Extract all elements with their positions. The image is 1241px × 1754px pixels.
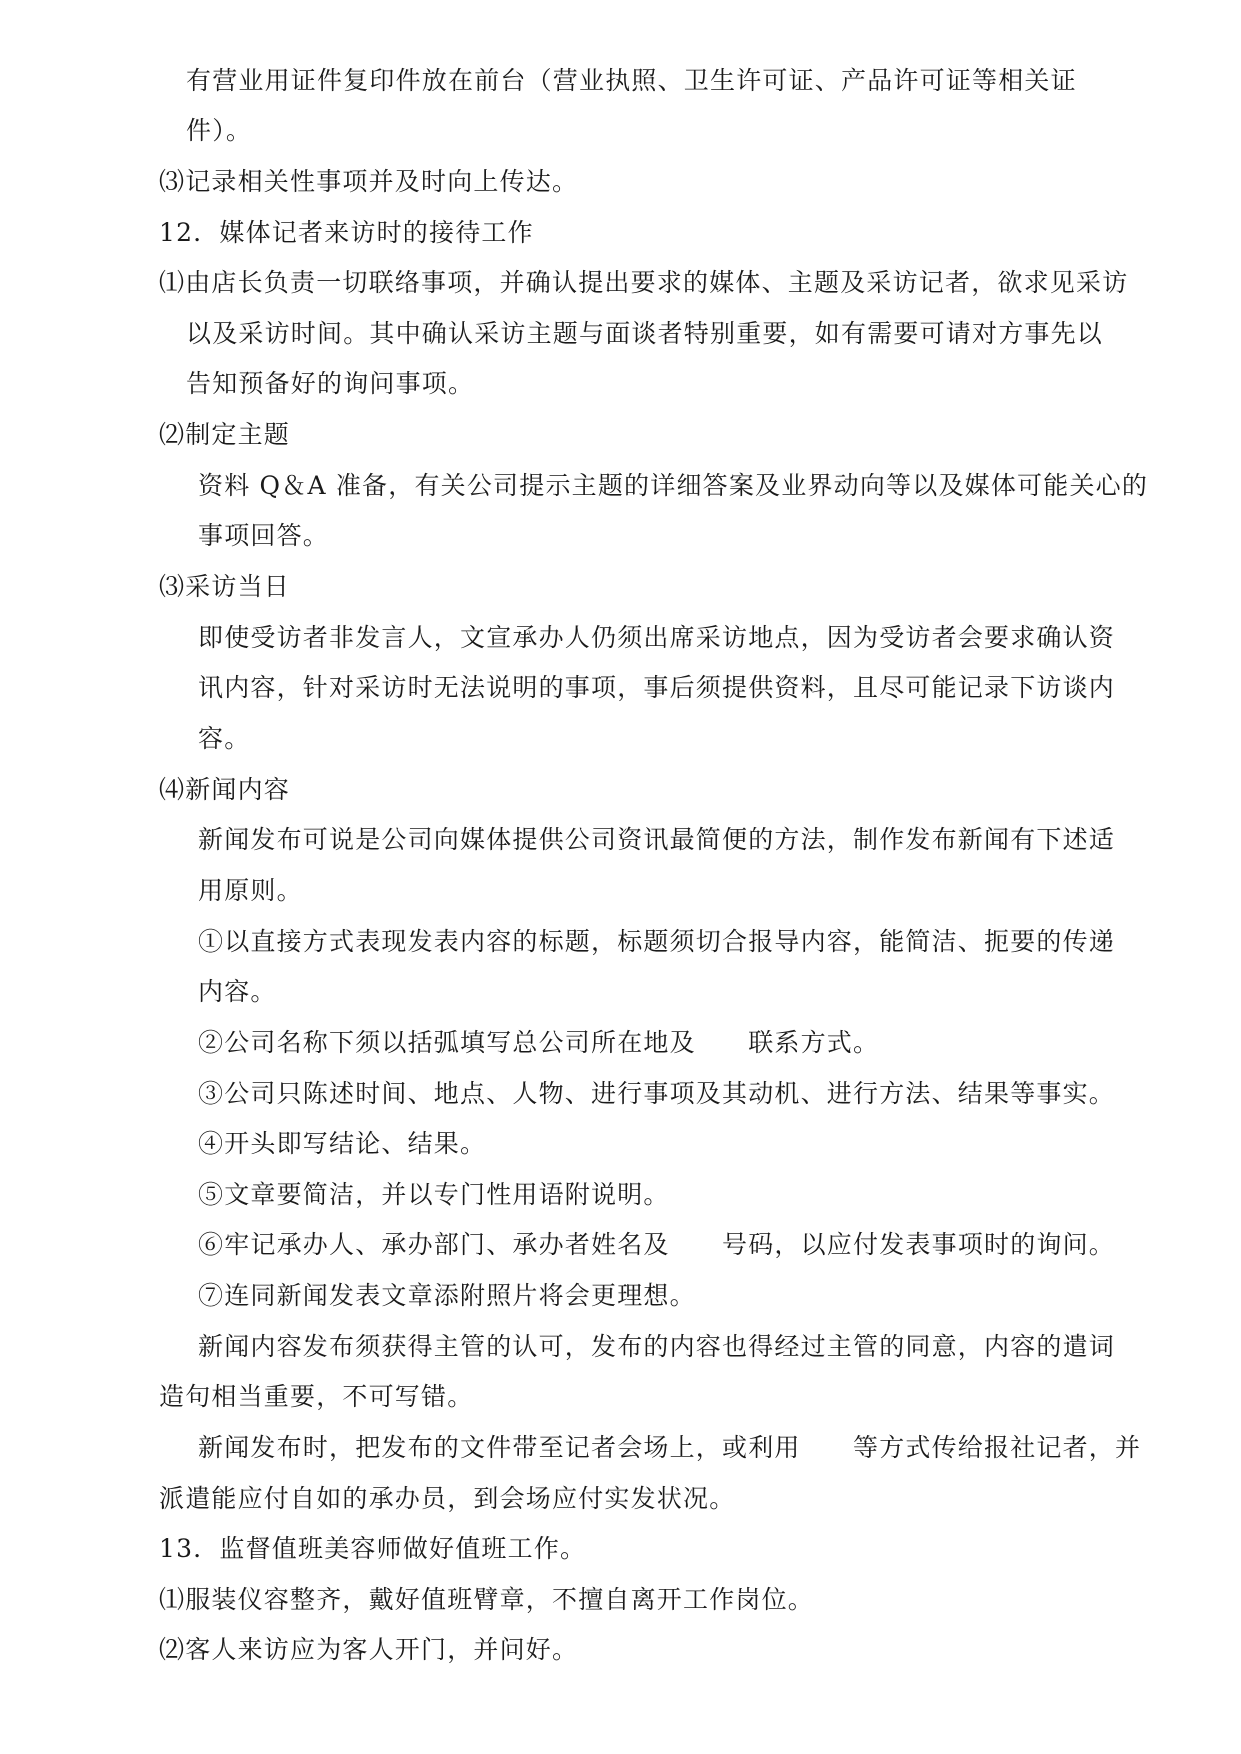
list-item: ①以直接方式表现发表内容的标题，标题须切合报导内容，能简洁、扼要的传递 (198, 927, 1116, 956)
text-line: 讯内容，针对采访时无法说明的事项，事后须提供资料，且尽可能记录下访谈内 (198, 673, 1116, 702)
section-heading: 12．媒体记者来访时的接待工作 (159, 218, 534, 247)
text-line: 以及采访时间。其中确认采访主题与面谈者特别重要，如有需要可请对方事先以 (186, 319, 1104, 348)
text-line: 派遣能应付自如的承办员，到会场应付实发状况。 (159, 1484, 736, 1513)
text-line: ⑴服装仪容整齐，戴好值班臂章，不擅自离开工作岗位。 (159, 1585, 815, 1614)
section-heading: 13．监督值班美容师做好值班工作。 (159, 1534, 587, 1563)
list-item: ⑥牢记承办人、承办部门、承办者姓名及 号码，以应付发表事项时的询问。 (198, 1230, 1116, 1259)
text-line: 新闻发布可说是公司向媒体提供公司资讯最简便的方法，制作发布新闻有下述适 (198, 825, 1116, 854)
text-line: 事项回答。 (198, 521, 330, 550)
list-item: ②公司名称下须以括弧填写总公司所在地及 联系方式。 (198, 1028, 880, 1057)
text-line: 告知预备好的询问事项。 (186, 369, 475, 398)
list-item: ④开头即写结论、结果。 (198, 1129, 487, 1158)
text-line: 造句相当重要，不可写错。 (159, 1382, 474, 1411)
text-line: ⑷新闻内容 (159, 775, 291, 804)
list-item: ⑦连同新闻发表文章添附照片将会更理想。 (198, 1281, 696, 1310)
text-line: ⑴由店长负责一切联络事项，并确认提出要求的媒体、主题及采访记者，欲求见采访 (159, 268, 1129, 297)
list-item: ⑤文章要简洁，并以专门性用语附说明。 (198, 1180, 670, 1209)
text-line: 资料 Q＆A 准备，有关公司提示主题的详细答案及业界动向等以及媒体可能关心的 (198, 471, 1149, 500)
text-line: ⑶记录相关性事项并及时向上传达。 (159, 167, 579, 196)
list-item: ③公司只陈述时间、地点、人物、进行事项及其动机、进行方法、结果等事实。 (198, 1079, 1116, 1108)
text-line: 新闻内容发布须获得主管的认可，发布的内容也得经过主管的同意，内容的遣词 (198, 1332, 1116, 1361)
text-line: 容。 (198, 724, 251, 753)
text-line: 件）。 (186, 116, 253, 145)
text-line: ⑵客人来访应为客人开门，并问好。 (159, 1635, 579, 1664)
text-line: 用原则。 (198, 876, 303, 905)
text-line: ⑵制定主题 (159, 420, 291, 449)
text-line: 内容。 (198, 977, 277, 1006)
text-line: 新闻发布时，把发布的文件带至记者会场上，或利用 等方式传给报社记者，并 (198, 1433, 1142, 1462)
text-line: 有营业用证件复印件放在前台（营业执照、卫生许可证、产品许可证等相关证 (186, 66, 1077, 95)
text-line: 即使受访者非发言人，文宣承办人仍须出席采访地点，因为受访者会要求确认资 (198, 623, 1116, 652)
text-line: ⑶采访当日 (159, 572, 291, 601)
